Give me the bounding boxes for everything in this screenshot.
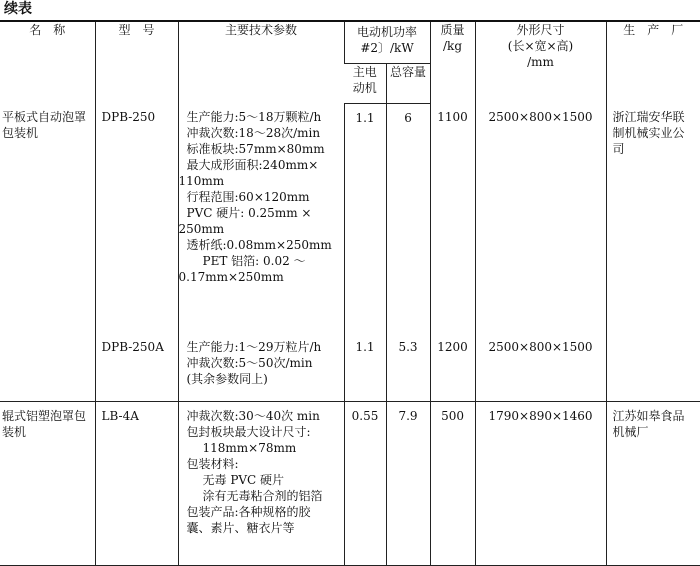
row1-model: DPB-250	[95, 103, 178, 333]
header-mass-unit: /kg	[443, 39, 463, 53]
param-line: (其余参数同上)	[186, 372, 268, 386]
header-size-label: 外形尺寸	[516, 23, 565, 37]
row1-mass: 1100	[430, 103, 475, 333]
row3-mass: 500	[430, 401, 475, 565]
header-mass	[430, 21, 475, 103]
param-line: PVC 硬片: 0.25mm ×	[186, 206, 312, 220]
param-line: 生产能力:1～29万粒片/h	[186, 340, 322, 354]
header-size-unit: /mm	[527, 55, 554, 69]
row3-size: 1790×890×1460	[475, 401, 606, 565]
table-row	[0, 103, 700, 333]
header-params: 主要技术参数	[178, 21, 344, 103]
row2-model: DPB-250A	[95, 333, 178, 401]
param-line: 生产能力:5～18万颗粒/h	[186, 110, 322, 124]
header-power-label: 电动机功率	[357, 25, 418, 39]
row3-params	[178, 401, 344, 565]
param-line: 无毒 PVC 硬片	[202, 472, 285, 487]
header-main-motor: 主电动机	[344, 63, 386, 103]
row1-name: 平板式自动泡罩包装机	[2, 110, 87, 140]
row3-total-capacity: 7.9	[386, 401, 430, 565]
param-line: 包封板块最大设计尺寸:	[186, 424, 311, 439]
param-line: 冲裁次数:5～50次/min	[186, 356, 313, 370]
param-line: 最大成形面积:240mm×	[186, 158, 319, 172]
row3-manufacturer: 江苏如皋食品机械厂	[606, 401, 700, 565]
row1-total-capacity: 6	[386, 103, 430, 333]
row1-size: 2500×800×1500	[475, 103, 606, 333]
param-line: 110mm	[178, 174, 225, 188]
param-line: 250mm	[178, 222, 225, 236]
row2-params	[178, 333, 344, 401]
row2-size: 2500×800×1500	[475, 333, 606, 401]
row1-params	[178, 103, 344, 333]
row2-name	[0, 333, 95, 401]
row2-manufacturer	[606, 333, 700, 401]
param-line: 涂有无毒粘合剂的铝箔	[202, 488, 323, 503]
param-line: 囊、素片、糖衣片等	[186, 520, 295, 535]
row2-main-motor: 1.1	[344, 333, 386, 401]
header-size-sub: (长×宽×高)	[507, 39, 574, 53]
param-line: 118mm×78mm	[202, 440, 297, 455]
equipment-spec-table	[0, 20, 700, 566]
param-line: 行程范围:60×120mm	[186, 190, 310, 204]
header-power-unit: #2〕/kW	[360, 41, 414, 55]
param-line: PET 铝箔: 0.02 ～	[202, 254, 306, 268]
header-name: 名 称	[0, 21, 95, 103]
row1-manufacturer: 浙江瑞安华联制机械实业公司	[606, 103, 700, 333]
header-power	[344, 21, 430, 63]
header-model: 型 号	[95, 21, 178, 103]
row3-model: LB-4A	[95, 401, 178, 565]
param-line: 包装材料:	[186, 456, 239, 471]
table-row	[0, 401, 700, 565]
table-row	[0, 333, 700, 401]
param-line: 冲裁次数:18～28次/min	[186, 126, 321, 140]
param-line: 标准板块:57mm×80mm	[186, 142, 325, 156]
param-line: 透析纸:0.08mm×250mm	[186, 238, 332, 252]
param-line: 0.17mm×250mm	[178, 270, 284, 284]
param-line: 包装产品:各种规格的胶	[186, 504, 311, 519]
table-caption: 续表	[4, 1, 32, 17]
header-size	[475, 21, 606, 103]
header-total-capacity: 总容量	[386, 63, 430, 103]
row1-main-motor: 1.1	[344, 103, 386, 333]
row2-total-capacity: 5.3	[386, 333, 430, 401]
row3-name: 辊式铝塑泡罩包装机	[0, 401, 95, 565]
header-mass-label: 质量	[440, 23, 465, 37]
row3-main-motor: 0.55	[344, 401, 386, 565]
header-manufacturer: 生 产 厂	[606, 21, 700, 103]
param-line: 冲裁次数:30～40次 min	[186, 408, 320, 423]
row2-mass: 1200	[430, 333, 475, 401]
